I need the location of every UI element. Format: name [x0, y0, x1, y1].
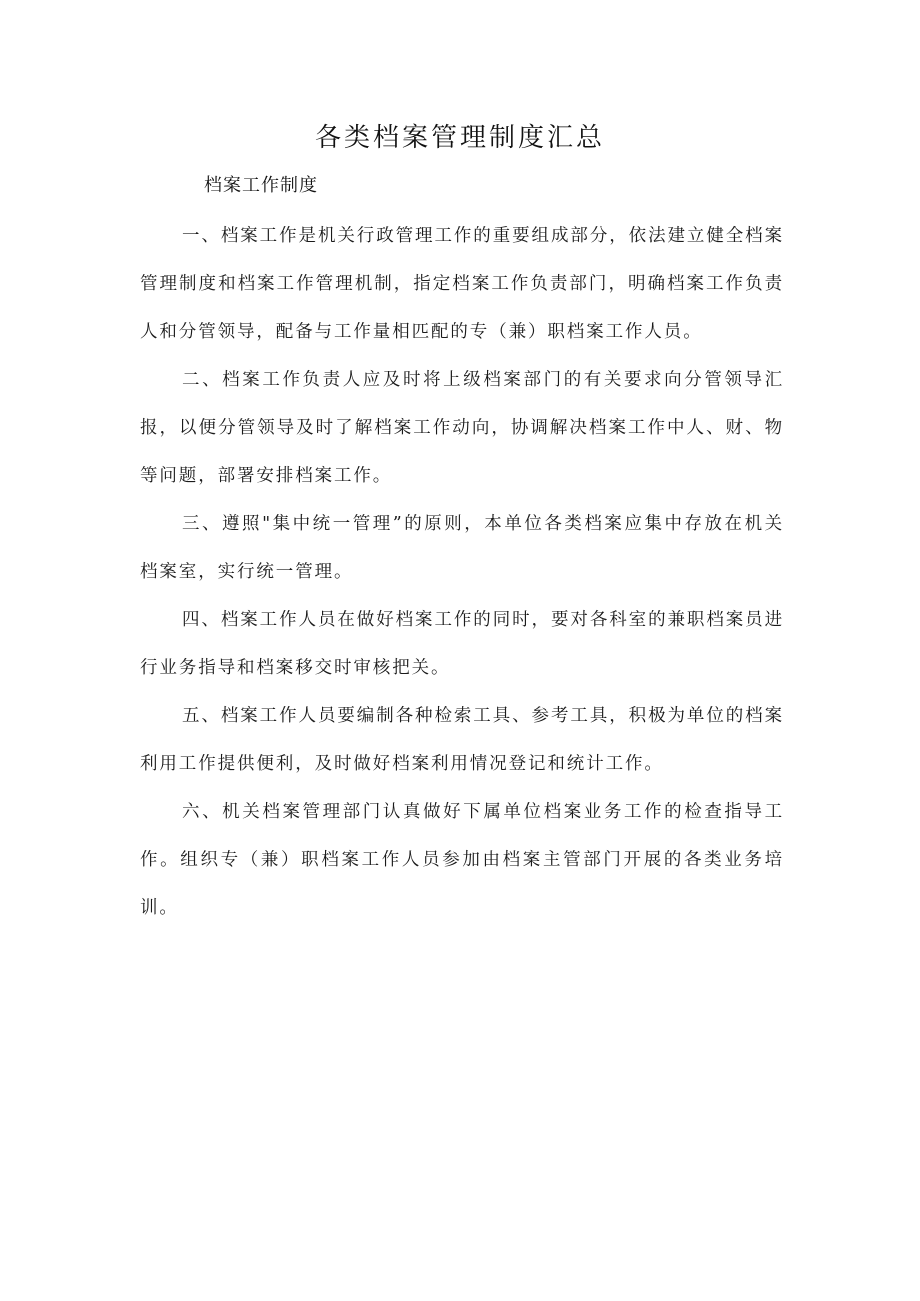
- paragraph-3: 三、遵照"集中统一管理”的原则，本单位各类档案应集中存放在机关档案室，实行统一管理。: [140, 514, 784, 582]
- paragraph-5: 五、档案工作人员要编制各种检索工具、参考工具，积极为单位的档案利用工作提供便利，及时做好档案利用情况登记和统计工作。: [140, 706, 784, 774]
- paragraph-6: 六、机关档案管理部门认真做好下属单位档案业务工作的检查指导工作。组织专（兼）职档案工作人员参加由档案主管部门开展的各类业务培训。: [140, 802, 784, 918]
- document-title: 各类档案管理制度汇总: [314, 123, 605, 153]
- document-body: [140, 212, 784, 932]
- paragraph-1: 一、档案工作是机关行政管理工作的重要组成部分，依法建立健全档案管理制度和档案工作管理机制，指定档案工作负责部门，明确档案工作负责人和分管领导，配备与工作量相匹配的专（兼）职档案工作人员。: [140, 226, 784, 342]
- paragraph-2: 二、档案工作负责人应及时将上级档案部门的有关要求向分管领导汇报，以便分管领导及时了解档案工作动向，协调解决档案工作中人、财、物等问题，部署安排档案工作。: [140, 370, 784, 486]
- section-heading: 档案工作制度: [204, 175, 318, 196]
- paragraph-4: 四、档案工作人员在做好档案工作的同时，要对各科室的兼职档案员进行业务指导和档案移交时审核把关。: [140, 610, 784, 678]
